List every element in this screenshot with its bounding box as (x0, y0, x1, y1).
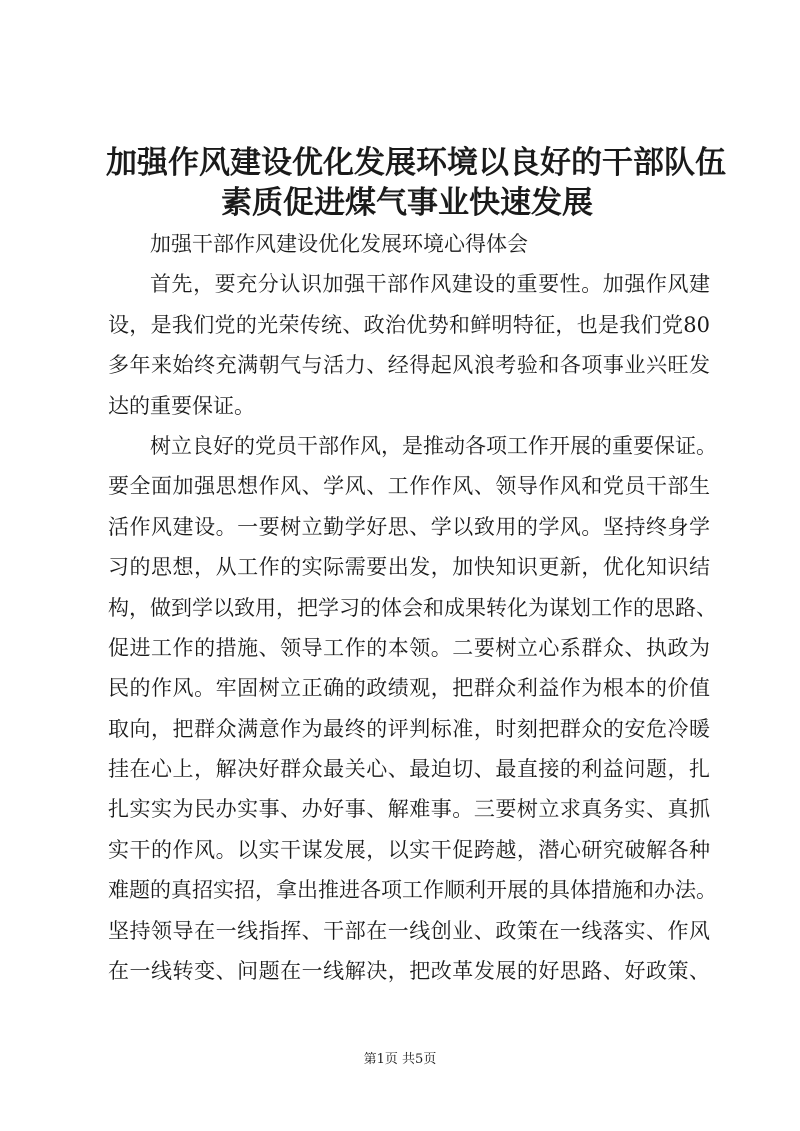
paragraph-line: 树立良好的党员干部作风，是推动各项工作开展的重要保证。 (150, 433, 717, 458)
paragraph-line: 取向，把群众满意作为最终的评判标准，时刻把群众的安危冷暖 (108, 716, 710, 741)
paragraph-line: 实干的作风。以实干谋发展，以实干促跨越，潜心研究破解各种 (108, 837, 710, 862)
paragraph-line: 民的作风。牢固树立正确的政绩观，把群众利益作为根本的价值 (108, 676, 710, 701)
paragraph-line: 挂在心上，解决好群众最关心、最迫切、最直接的利益问题，扎 (108, 757, 710, 782)
paragraph-line: 难题的真招实招，拿出推进各项工作顺利开展的具体措施和办法。 (108, 878, 717, 903)
subtitle: 加强干部作风建设优化发展环境心得体会 (150, 232, 528, 256)
paragraph-line: 习的思想，从工作的实际需要出发，加快知识更新，优化知识结 (108, 555, 710, 580)
paragraph-line: 活作风建设。一要树立勤学好思、学以致用的学风。坚持终身学 (108, 514, 710, 539)
document-title (106, 143, 726, 223)
paragraph-2 (108, 426, 717, 991)
paragraph-line: 多年来始终充满朝气与活力、经得起风浪考验和各项事业兴旺发 (108, 353, 710, 378)
paragraph-line: 促进工作的措施、领导工作的本领。二要树立心系群众、执政为 (108, 635, 710, 660)
paragraph-line: 达的重要保证。 (108, 393, 255, 418)
paragraph-line: 坚持领导在一线指挥、干部在一线创业、政策在一线落实、作风 (108, 918, 710, 943)
paragraph-1 (108, 264, 710, 426)
paragraph-line: 扎实实为民办实事、办好事、解难事。三要树立求真务实、真抓 (108, 797, 710, 822)
document-body (108, 224, 717, 991)
paragraph-line: 首先，要充分认识加强干部作风建设的重要性。加强作风建 (150, 272, 710, 297)
paragraph-line: 设，是我们党的光荣传统、政治优势和鲜明特征，也是我们党80 (108, 312, 710, 337)
paragraph-line: 构，做到学以致用，把学习的体会和成果转化为谋划工作的思路、 (108, 595, 717, 620)
page-number: 第1页 共5页 (363, 1052, 437, 1067)
paragraph-line: 在一线转变、问题在一线解决，把改革发展的好思路、好政策、 (108, 959, 710, 984)
title-line: 素质促进煤气事业快速发展 (221, 185, 593, 221)
paragraph-line: 要全面加强思想作风、学风、工作作风、领导作风和党员干部生 (108, 474, 710, 499)
title-line: 加强作风建设优化发展环境以良好的干部队伍 (106, 145, 726, 181)
